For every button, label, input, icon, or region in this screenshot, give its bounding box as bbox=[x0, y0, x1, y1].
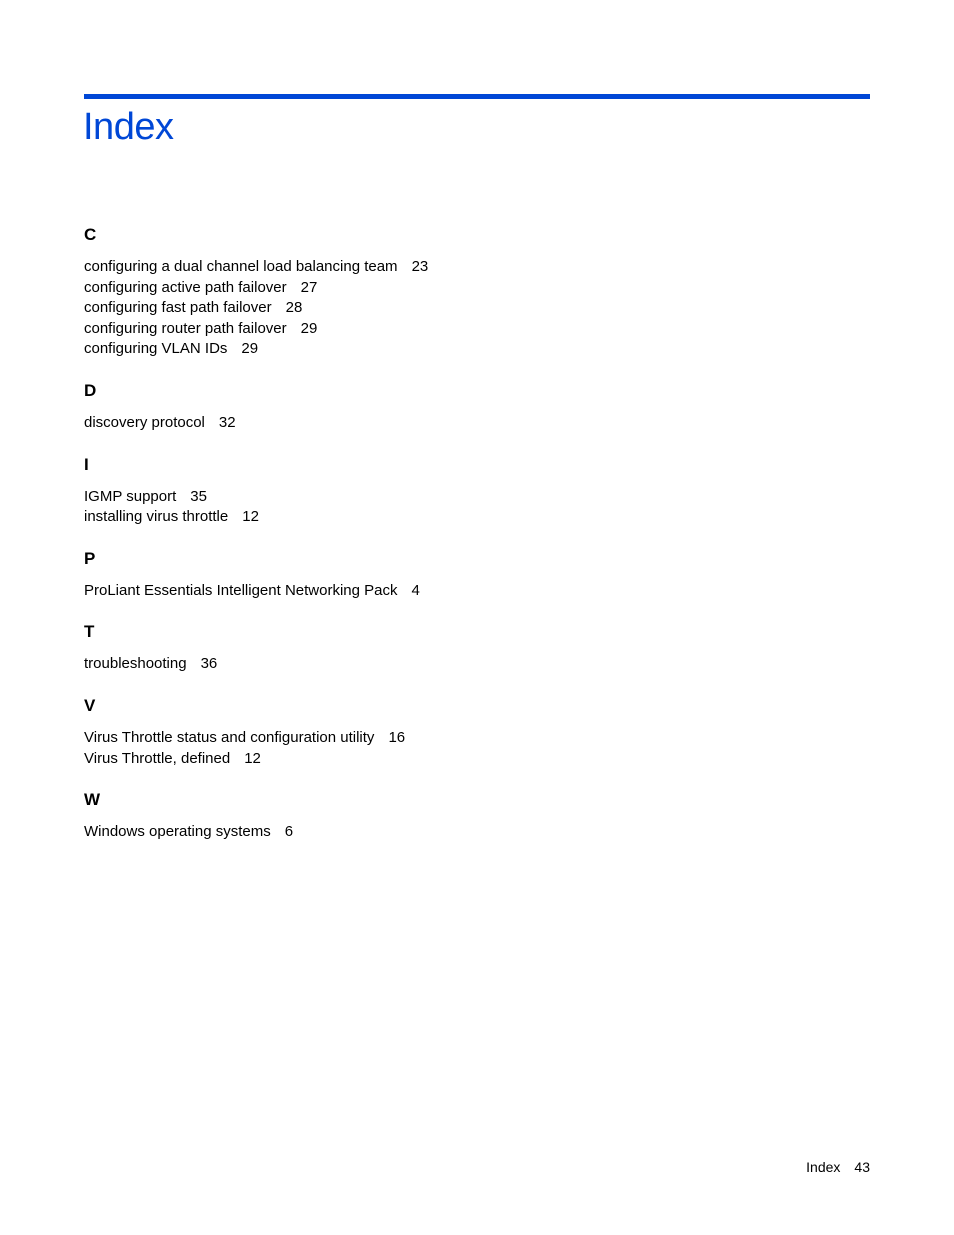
entry-page-link[interactable]: 12 bbox=[244, 749, 261, 767]
entry-term: configuring active path failover bbox=[84, 278, 287, 296]
entry-term: Virus Throttle, defined bbox=[84, 749, 231, 767]
index-entry bbox=[84, 749, 870, 770]
entry-term: installing virus throttle bbox=[84, 508, 229, 526]
entry-page-link[interactable]: 12 bbox=[242, 508, 259, 526]
entry-page-link[interactable]: 28 bbox=[285, 299, 303, 317]
entry-term: ProLiant Essentials Intelligent Networking Pack bbox=[84, 581, 398, 599]
entry-list bbox=[84, 257, 870, 360]
index-section-i bbox=[84, 454, 870, 528]
index-entry bbox=[84, 278, 870, 299]
index-section-d bbox=[84, 380, 870, 434]
section-letter: W bbox=[84, 790, 101, 810]
index-entry bbox=[84, 728, 870, 749]
entry-list bbox=[84, 413, 870, 434]
entry-page-link[interactable]: 27 bbox=[300, 278, 318, 296]
index-section-v bbox=[84, 695, 870, 769]
section-letter: C bbox=[84, 225, 97, 244]
index-section-w bbox=[84, 789, 870, 843]
entry-page-link[interactable]: 35 bbox=[190, 487, 207, 505]
entry-term: IGMP support bbox=[84, 487, 177, 505]
entry-list bbox=[84, 487, 870, 528]
index-entry bbox=[84, 339, 870, 360]
section-letter: D bbox=[84, 380, 97, 400]
section-letter: T bbox=[84, 622, 95, 642]
entry-list bbox=[84, 822, 870, 843]
entry-page-link[interactable]: 23 bbox=[411, 258, 429, 275]
entry-term: troubleshooting bbox=[84, 655, 187, 673]
index-section-p bbox=[84, 548, 870, 602]
entry-term: Virus Throttle status and configuration utility bbox=[84, 728, 375, 746]
index-section-c bbox=[84, 224, 870, 360]
entry-page-link[interactable]: 6 bbox=[284, 823, 294, 841]
section-letter: I bbox=[84, 454, 89, 474]
entry-term: configuring fast path failover bbox=[84, 299, 272, 317]
entry-term: configuring router path failover bbox=[84, 319, 287, 337]
index-entry bbox=[84, 319, 870, 340]
footer-page-number: 43 bbox=[854, 1159, 870, 1175]
index-entry bbox=[84, 654, 870, 675]
index-entry bbox=[84, 507, 870, 528]
page-title: Index bbox=[83, 106, 174, 148]
entry-page-link[interactable]: 29 bbox=[300, 319, 318, 337]
entry-page-link[interactable]: 36 bbox=[200, 655, 218, 673]
section-letter: P bbox=[84, 548, 96, 568]
entry-page-link[interactable]: 16 bbox=[388, 728, 406, 746]
entry-page-link[interactable]: 32 bbox=[218, 413, 236, 431]
entry-list bbox=[84, 581, 870, 602]
page-footer bbox=[806, 1158, 870, 1176]
index-section-t bbox=[84, 621, 870, 675]
entry-term: Windows operating systems bbox=[84, 823, 271, 841]
index-entry bbox=[84, 257, 870, 278]
entry-page-link[interactable]: 29 bbox=[241, 340, 259, 358]
index-entry bbox=[84, 487, 870, 508]
entry-term: discovery protocol bbox=[84, 413, 205, 431]
entry-page-link[interactable]: 4 bbox=[411, 581, 420, 599]
index-entry bbox=[84, 298, 870, 319]
footer-label: Index bbox=[806, 1159, 841, 1175]
title-rule bbox=[84, 94, 870, 99]
index-entry bbox=[84, 413, 870, 434]
section-letter: V bbox=[84, 695, 96, 715]
index-entry bbox=[84, 822, 870, 843]
index-entry bbox=[84, 581, 870, 602]
entry-term: configuring a dual channel load balancing team bbox=[84, 258, 398, 275]
entry-list bbox=[84, 728, 870, 769]
entry-term: configuring VLAN IDs bbox=[84, 340, 228, 358]
entry-list bbox=[84, 654, 870, 675]
index-body bbox=[84, 224, 870, 863]
